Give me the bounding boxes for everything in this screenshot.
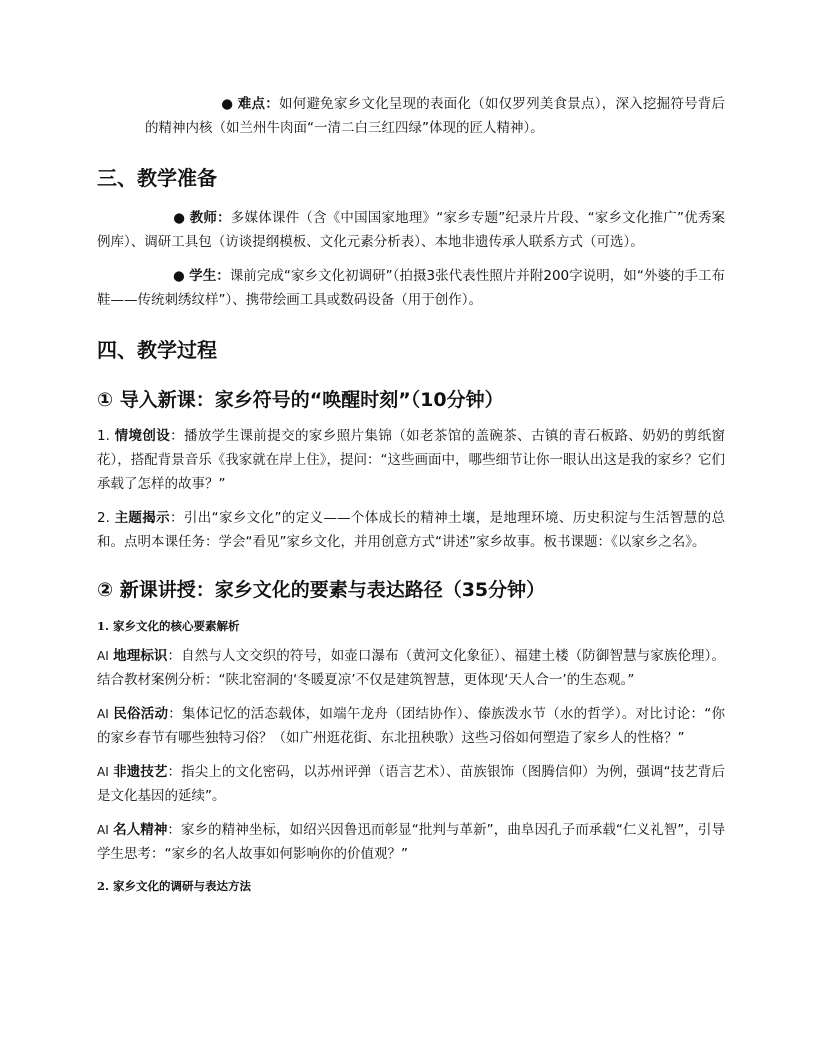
- sub2-title: 2. 家乡文化的调研与表达方法: [97, 879, 252, 893]
- item1-text: ：播放学生课前提交的家乡照片集锦（如老茶馆的盖碗茶、古镇的青石板路、奶奶的剪纸窗花），搭配背景音乐《我家就在岸上住》，提问：“这些画面中，哪些细节让你一眼认出这是我的家乡？它们承载了怎样的故事？”: [97, 428, 726, 492]
- ai-item-3: [97, 760, 725, 808]
- ai-prefix: AI: [97, 649, 109, 663]
- item-number: 2.: [97, 510, 110, 526]
- item2-label: 主题揭示: [114, 510, 171, 526]
- difficulty-sep: ：: [265, 96, 279, 112]
- sub1-title: 1. 家乡文化的核心要素解析: [97, 619, 240, 633]
- item-number: 1.: [97, 428, 110, 444]
- item2-text: ：引出“家乡文化”的定义——个体成长的精神土壤，是地理环境、历史积淀与生活智慧的总和。点明本课任务：学会“看见”家乡文化，并用创意方式“讲述”家乡故事。板书课题：《以家乡之名》。: [97, 510, 725, 550]
- item1-label: 情境创设: [114, 428, 171, 444]
- ai-prefix: AI: [97, 823, 109, 837]
- section4-title: 四、教学过程: [97, 338, 217, 362]
- student-text: 课前完成“家乡文化初调研”（拍摄3张代表性照片并附200字说明，如“外婆的手工布鞋——传统刺绣纹样”）、携带绘画工具或数码设备（用于创作）。: [97, 268, 725, 308]
- teacher-label: 教师: [189, 210, 218, 226]
- ai1-text: ：自然与人文交织的符号，如壶口瀑布（黄河文化象征）、福建土楼（防御智慧与家族伦理）。结合教材案例分析：“陕北窑洞的‘冬暖夏凉’不仅是建筑智慧，更体现‘天人合一’的生态观。”: [97, 648, 725, 688]
- intro-item-1: [97, 424, 725, 496]
- teacher-text: 多媒体课件（含《中国国家地理》“家乡专题”纪录片片段、“家乡文化推广”优秀案例库）、调研工具包（访谈提纲模板、文化元素分析表）、本地非遗传承人联系方式（可选）。: [97, 210, 726, 250]
- bullet-difficulty: [97, 92, 725, 140]
- ai4-label: 名人精神: [113, 822, 168, 838]
- bullet-student: ● 学生：课前完成“家乡文化初调研”（拍摄3张代表性照片并附200字说明，如“外婆的手工布鞋——传统刺绣纹样”）、携带绘画工具或数码设备（用于创作）。: [97, 268, 725, 308]
- part1-title: ① 导入新课：家乡符号的“唤醒时刻”（10分钟）: [97, 389, 504, 411]
- ai3-text: ：指尖上的文化密码，以苏州评弹（语言艺术）、苗族银饰（图腾信仰）为例，强调“技艺背后是文化基因的延续”。: [97, 764, 726, 804]
- difficulty-label: 难点: [237, 96, 266, 112]
- ai2-text: ：集体记忆的活态载体，如端午龙舟（团结协作）、傣族泼水节（水的哲学）。对比讨论：“你的家乡春节有哪些独特习俗？（如广州逛花街、东北扭秧歌）这些习俗如何塑造了家乡人的性格？”: [97, 706, 725, 746]
- ai2-label: 民俗活动: [113, 706, 169, 722]
- part2-title: ② 新课讲授：家乡文化的要素与表达路径（35分钟）: [97, 579, 546, 601]
- intro-item-2: [97, 506, 725, 554]
- ai-item-4: [97, 818, 725, 866]
- bullet-teacher: ● 教师：多媒体课件（含《中国国家地理》“家乡专题”纪录片片段、“家乡文化推广”优秀案例库）、调研工具包（访谈提纲模板、文化元素分析表）、本地非遗传承人联系方式（可选）。: [97, 210, 726, 250]
- bullet-dot: ●: [221, 96, 234, 112]
- bullet-dot: ●: [173, 268, 185, 284]
- ai4-text: ：家乡的精神坐标，如绍兴因鲁迅而彰显“批判与革新”，曲阜因孔子而承载“仁义礼智”，引导学生思考：“家乡的名人故事如何影响你的价值观？”: [97, 822, 725, 862]
- ai-item-1: [97, 644, 725, 692]
- ai-prefix: AI: [97, 707, 109, 721]
- ai1-label: 地理标识: [113, 648, 168, 664]
- ai3-label: 非遗技艺: [113, 764, 168, 780]
- ai-prefix: AI: [97, 765, 109, 779]
- bullet-dot: ●: [173, 210, 186, 226]
- document-content: [97, 92, 725, 896]
- difficulty-text: 如何避免家乡文化呈现的表面化（如仅罗列美食景点），深入挖掘符号背后的精神内核（如兰州牛肉面“一清二白三红四绿”体现的匠人精神）。: [145, 96, 726, 136]
- section3-title: 三、教学准备: [97, 166, 217, 190]
- student-label: 学生: [189, 268, 217, 284]
- ai-item-2: [97, 702, 725, 750]
